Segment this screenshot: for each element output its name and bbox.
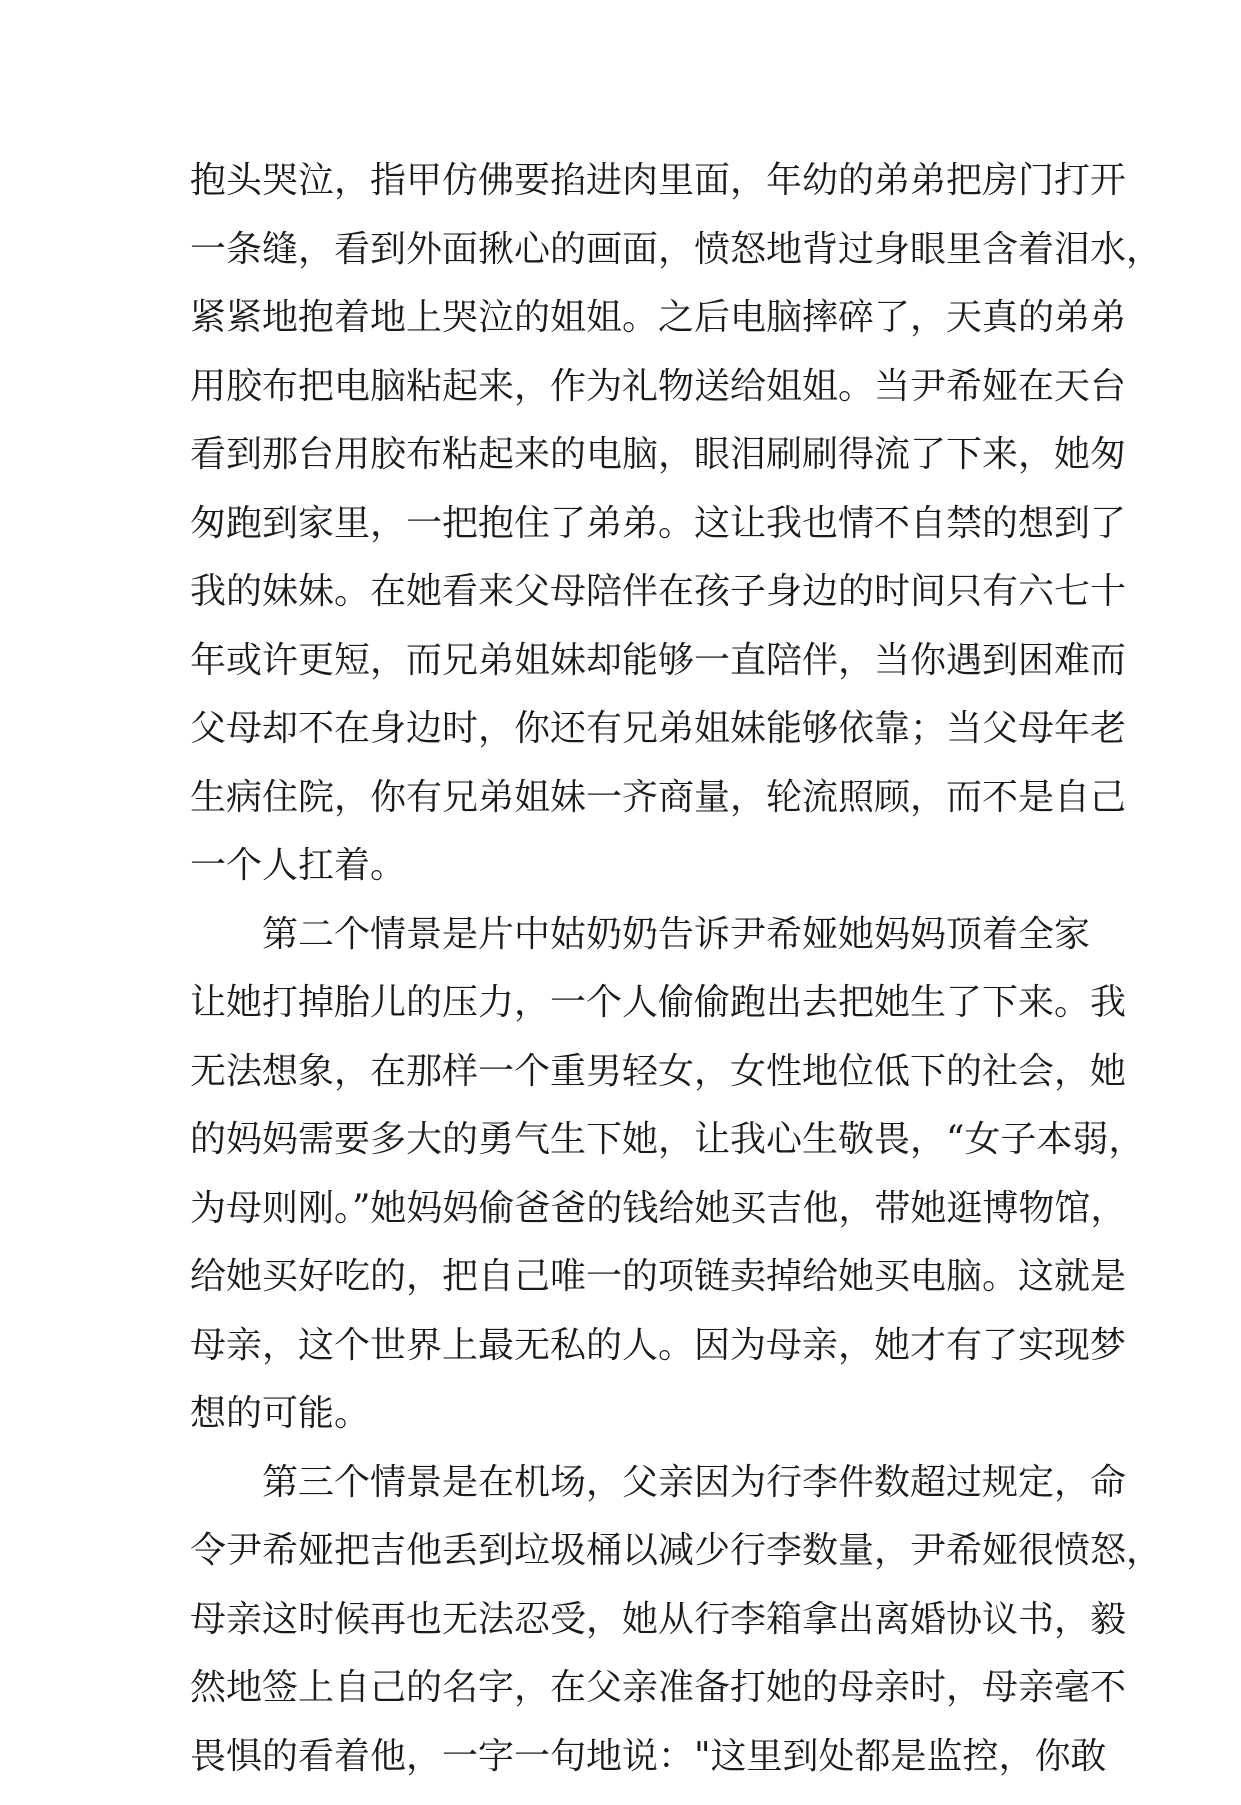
text-line: 畏惧的看着他，一字一句地说："这里到处都是监控，你敢: [190, 1737, 1060, 1805]
text-line: 匆跑到家里，一把抱住了弟弟。这让我也情不自禁的想到了: [190, 504, 1060, 573]
text-line: 想的可能。: [190, 1394, 1060, 1463]
text-line: 用胶布把电脑粘起来，作为礼物送给姐姐。当尹希娅在天台: [190, 367, 1060, 436]
paragraph-start-line: 第三个情景是在机场，父亲因为行李件数超过规定，命: [190, 1463, 1060, 1532]
text-line: 年或许更短，而兄弟姐妹却能够一直陪伴，当你遇到困难而: [190, 641, 1060, 710]
text-line: 然地签上自己的名字，在父亲准备打她的母亲时，母亲毫不: [190, 1668, 1060, 1737]
text-line: 一条缝，看到外面揪心的画面，愤怒地背过身眼里含着泪水，: [190, 230, 1060, 299]
text-line: 紧紧地抱着地上哭泣的姐姐。之后电脑摔碎了，天真的弟弟: [190, 298, 1060, 367]
text-line: 抱头哭泣，指甲仿佛要掐进肉里面，年幼的弟弟把房门打开: [190, 161, 1060, 230]
text-line: 无法想象，在那样一个重男轻女，女性地位低下的社会，她: [190, 1052, 1060, 1121]
text-line: 看到那台用胶布粘起来的电脑，眼泪刷刷得流了下来，她匆: [190, 435, 1060, 504]
text-line: 为母则刚。”她妈妈偷爸爸的钱给她买吉他，带她逛博物馆，: [190, 1189, 1060, 1258]
text-line: 我的妹妹。在她看来父母陪伴在孩子身边的时间只有六七十: [190, 572, 1060, 641]
text-line: 给她买好吃的，把自己唯一的项链卖掉给她买电脑。这就是: [190, 1257, 1060, 1326]
body-text: [190, 161, 1060, 1805]
text-line: 的妈妈需要多大的勇气生下她，让我心生敬畏，“女子本弱，: [190, 1120, 1060, 1189]
text-line: 令尹希娅把吉他丢到垃圾桶以减少行李数量，尹希娅很愤怒，: [190, 1531, 1060, 1600]
text-line: 母亲这时候再也无法忍受，她从行李箱拿出离婚协议书，毅: [190, 1600, 1060, 1669]
paragraph-start-line: 第二个情景是片中姑奶奶告诉尹希娅她妈妈顶着全家: [190, 915, 1060, 984]
text-line: 让她打掉胎儿的压力，一个人偷偷跑出去把她生了下来。我: [190, 983, 1060, 1052]
text-line: 母亲，这个世界上最无私的人。因为母亲，她才有了实现梦: [190, 1326, 1060, 1395]
text-line: 父母却不在身边时，你还有兄弟姐妹能够依靠；当父母年老: [190, 709, 1060, 778]
text-line: 一个人扛着。: [190, 846, 1060, 915]
text-line: 生病住院，你有兄弟姐妹一齐商量，轮流照顾，而不是自己: [190, 778, 1060, 847]
